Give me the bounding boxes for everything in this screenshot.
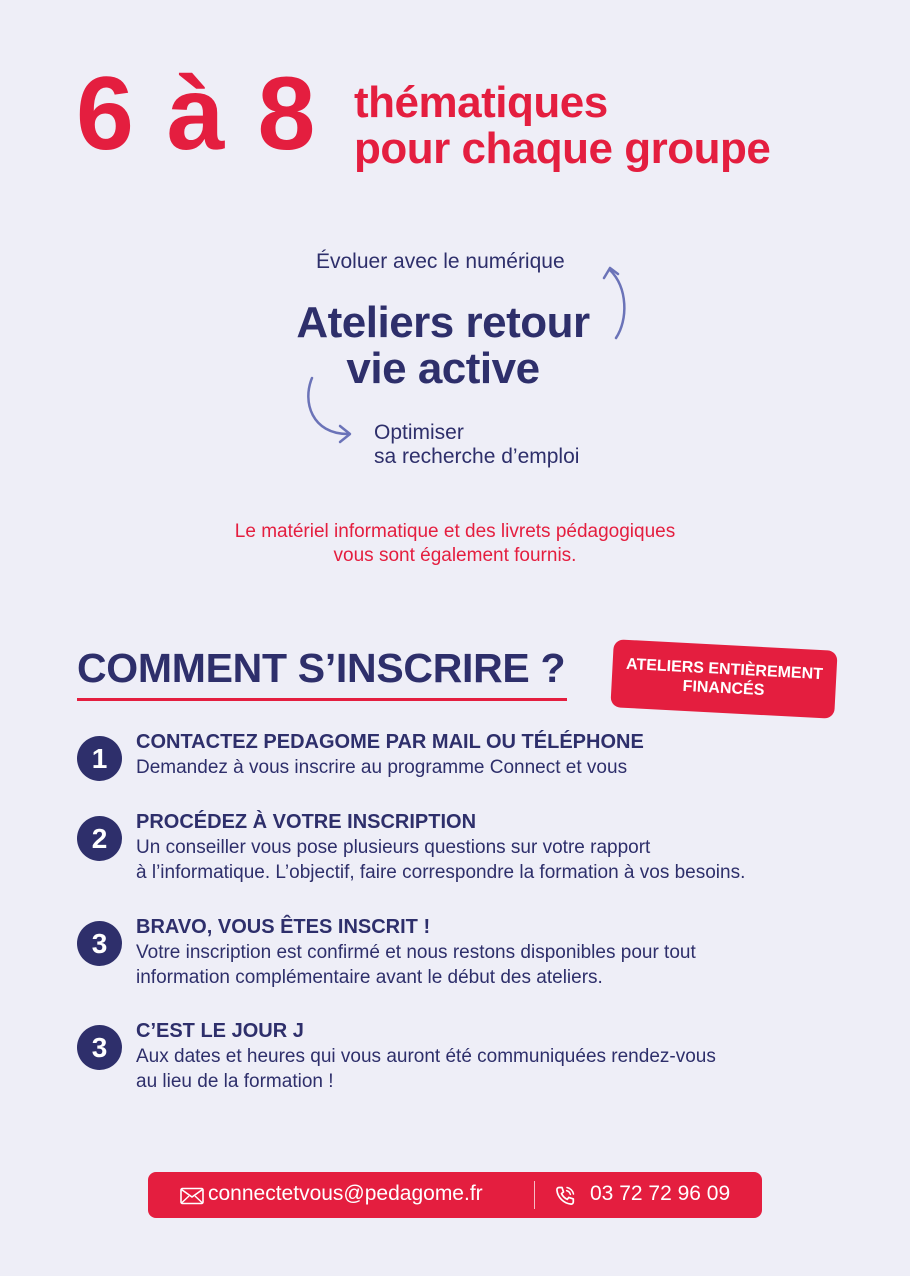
workshop-title-line-1: Ateliers retour (296, 298, 590, 347)
topic-digital: Évoluer avec le numérique (316, 250, 565, 273)
step-title: PROCÉDEZ À VOTRE INSCRIPTION (136, 811, 477, 833)
step-title: C’EST LE JOUR J (136, 1020, 304, 1042)
contact-divider (534, 1181, 535, 1209)
step-description-line-1: Aux dates et heures qui vous auront été communiquées rendez-vous (136, 1046, 716, 1067)
section-title-underline (77, 698, 567, 701)
headline-line-2: pour chaque groupe (354, 124, 771, 173)
workshop-title-line-2: vie active (346, 344, 540, 393)
step-content (136, 730, 644, 780)
equipment-note-line-1: Le matériel informatique et des livrets pédagogiques (234, 521, 676, 542)
step-description-line-1: Demandez à vous inscrire au programme Connect et vous (136, 757, 628, 778)
topic-job-search (374, 421, 579, 469)
curved-arrow-down-icon (298, 372, 358, 448)
step-description (136, 835, 745, 885)
step-description (136, 940, 696, 990)
email-link[interactable]: connectetvous@pedagome.fr (208, 1182, 483, 1205)
topic-job-search-line-1: Optimiser (374, 421, 464, 444)
step-description (136, 755, 644, 780)
step-description-line-2: information complémentaire avant le début des ateliers. (136, 967, 603, 988)
step-number-badge: 3 (77, 1025, 122, 1070)
step-number-badge: 3 (77, 921, 122, 966)
headline-subtitle (354, 80, 770, 172)
step-content (136, 1019, 716, 1094)
step-content (136, 810, 745, 885)
workshop-title (0, 300, 886, 392)
step-description-line-1: Votre inscription est confirmé et nous restons disponibles pour tout (136, 942, 696, 963)
step-number-badge: 2 (77, 816, 122, 861)
step-number-badge: 1 (77, 736, 122, 781)
topic-job-search-line-2: sa recherche d’emploi (374, 445, 580, 468)
section-title: COMMENT S’INSCRIRE ? (77, 645, 566, 691)
equipment-note (0, 520, 910, 568)
funding-badge-line-2: FINANCÉS (682, 677, 765, 700)
phone-link[interactable]: 03 72 72 96 09 (590, 1182, 731, 1205)
headline-line-1: thématiques (354, 78, 608, 127)
phone-icon (554, 1185, 576, 1207)
funding-badge (610, 639, 837, 719)
envelope-icon (180, 1187, 204, 1205)
step-description-line-1: Un conseiller vous pose plusieurs questions sur votre rapport (136, 837, 651, 858)
step-description-line-2: à l’informatique. L’objectif, faire correspondre la formation à vos besoins. (136, 862, 746, 883)
step-title: CONTACTEZ PEDAGOME PAR MAIL OU TÉLÉPHONE (136, 731, 644, 753)
step-title: BRAVO, VOUS ÊTES INSCRIT ! (136, 916, 431, 938)
step-description (136, 1044, 716, 1094)
step-description-line-2: au lieu de la formation ! (136, 1071, 334, 1092)
big-number-headline: 6 à 8 (76, 56, 318, 172)
step-content (136, 915, 696, 990)
equipment-note-line-2: vous sont également fournis. (333, 545, 577, 566)
contact-bar (148, 1172, 762, 1218)
funding-badge-line-1: ATELIERS ENTIÈREMENT (625, 655, 824, 684)
